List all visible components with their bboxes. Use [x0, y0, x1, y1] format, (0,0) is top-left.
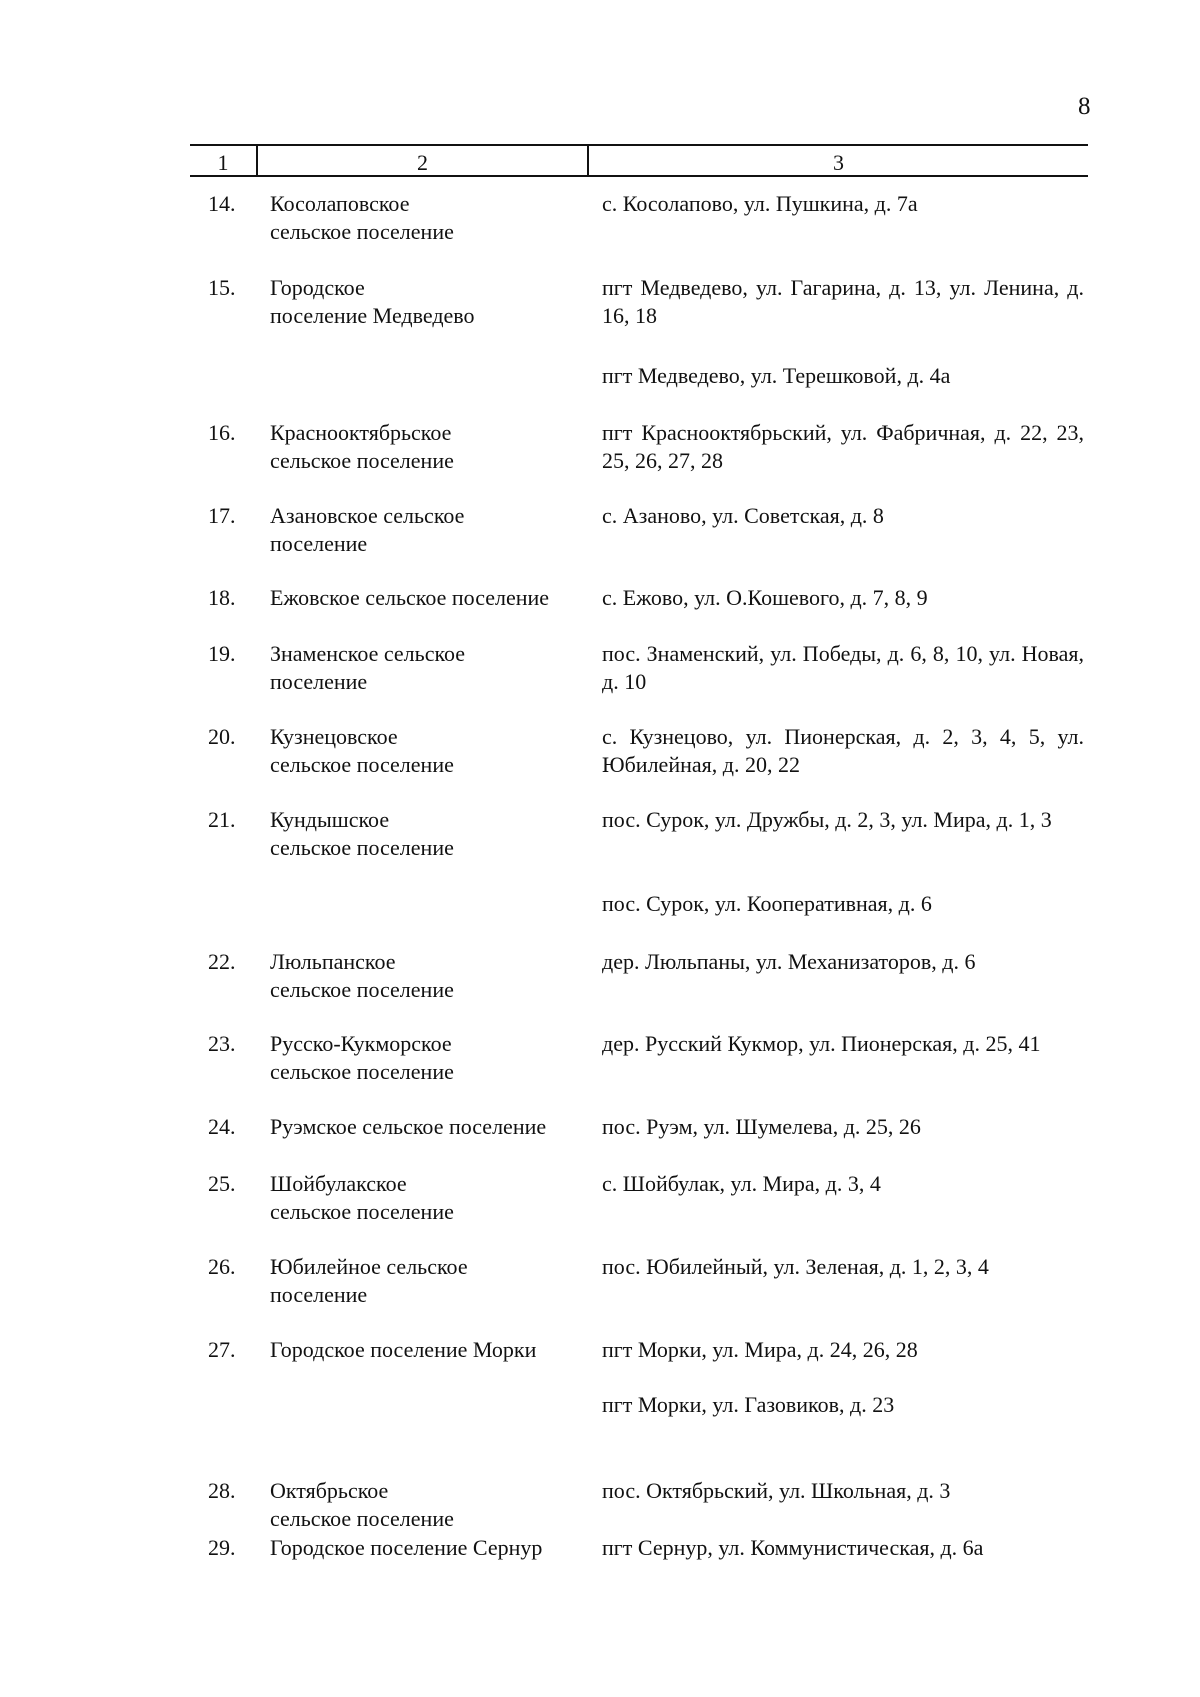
address: пгт Краснооктябрьский, ул. Фабричная, д. 22, 23, 25, 26, 27, 28	[602, 420, 1084, 473]
settlement-name: Руэмское сельское поселение	[270, 1114, 547, 1139]
header-top-rule	[190, 144, 1088, 146]
address: с. Азаново, ул. Советская, д. 8	[602, 503, 884, 528]
address: с. Кузнецово, ул. Пионерская, д. 2, 3, 4, 5, ул. Юбилейная, д. 20, 22	[602, 724, 1084, 777]
settlement-name: Знаменское сельское поселение	[270, 641, 466, 694]
address: дер. Русский Кукмор, ул. Пионерская, д. 25, 41	[602, 1031, 1041, 1056]
row-number: 26.	[208, 1254, 236, 1279]
settlement-name: Косолаповское сельское поселение	[270, 191, 454, 244]
row-number: 21.	[208, 807, 236, 832]
address-additional: пгт Морки, ул. Газовиков, д. 23	[602, 1392, 895, 1417]
address: с. Косолапово, ул. Пушкина, д. 7а	[602, 191, 918, 216]
settlement-name: Городское поселение Медведево	[270, 275, 475, 328]
row-number: 14.	[208, 191, 236, 216]
row-number: 19.	[208, 641, 236, 666]
settlement-name: Октябрьское сельское поселение	[270, 1478, 454, 1531]
address: пос. Октябрьский, ул. Школьная, д. 3	[602, 1478, 951, 1503]
row-number: 15.	[208, 275, 236, 300]
settlement-name: Азановское сельское поселение	[270, 503, 465, 556]
row-number: 28.	[208, 1478, 236, 1503]
row-number: 22.	[208, 949, 236, 974]
address: пгт Сернур, ул. Коммунистическая, д. 6а	[602, 1535, 984, 1560]
settlement-name: Люльпанское сельское поселение	[270, 949, 454, 1002]
settlement-name: Юбилейное сельское поселение	[270, 1254, 468, 1307]
row-number: 20.	[208, 724, 236, 749]
row-number: 29.	[208, 1535, 236, 1560]
address-additional: пос. Сурок, ул. Кооперативная, д. 6	[602, 891, 932, 916]
settlement-name: Ежовское сельское поселение	[270, 585, 550, 610]
row-number: 16.	[208, 420, 236, 445]
row-number: 18.	[208, 585, 236, 610]
header-col-1: 1	[217, 150, 229, 175]
row-number: 17.	[208, 503, 236, 528]
row-number: 24.	[208, 1114, 236, 1139]
address: пгт Морки, ул. Мира, д. 24, 26, 28	[602, 1337, 918, 1362]
page-number: 8	[1078, 93, 1091, 120]
address: с. Шойбулак, ул. Мира, д. 3, 4	[602, 1171, 881, 1196]
settlement-name: Кузнецовское сельское поселение	[270, 724, 454, 777]
address-additional: пгт Медведево, ул. Терешковой, д. 4а	[602, 363, 951, 388]
address: пос. Сурок, ул. Дружбы, д. 2, 3, ул. Мира, д. 1, 3	[602, 807, 1052, 832]
row-number: 23.	[208, 1031, 236, 1056]
address: пгт Медведево, ул. Гагарина, д. 13, ул. Ленина, д. 16, 18	[602, 275, 1084, 328]
address: пос. Юбилейный, ул. Зеленая, д. 1, 2, 3, 4	[602, 1254, 989, 1279]
settlement-name: Шойбулакское сельское поселение	[270, 1171, 454, 1224]
address: с. Ежово, ул. О.Кошевого, д. 7, 8, 9	[602, 585, 928, 610]
row-number: 27.	[208, 1337, 236, 1362]
settlement-name: Городское поселение Сернур	[270, 1535, 543, 1560]
settlement-name: Кундышское сельское поселение	[270, 807, 454, 860]
row-number: 25.	[208, 1171, 236, 1196]
address: дер. Люльпаны, ул. Механизаторов, д. 6	[602, 949, 976, 974]
address: пос. Знаменский, ул. Победы, д. 6, 8, 10, ул. Новая, д. 10	[602, 641, 1084, 694]
address: пос. Руэм, ул. Шумелева, д. 25, 26	[602, 1114, 921, 1139]
header-col-3: 3	[833, 150, 844, 175]
settlement-name: Русско-Кукморское сельское поселение	[270, 1031, 454, 1084]
settlement-name: Краснооктябрьское сельское поселение	[270, 420, 454, 473]
settlement-name: Городское поселение Морки	[270, 1337, 537, 1362]
header-col-2: 2	[417, 150, 428, 175]
